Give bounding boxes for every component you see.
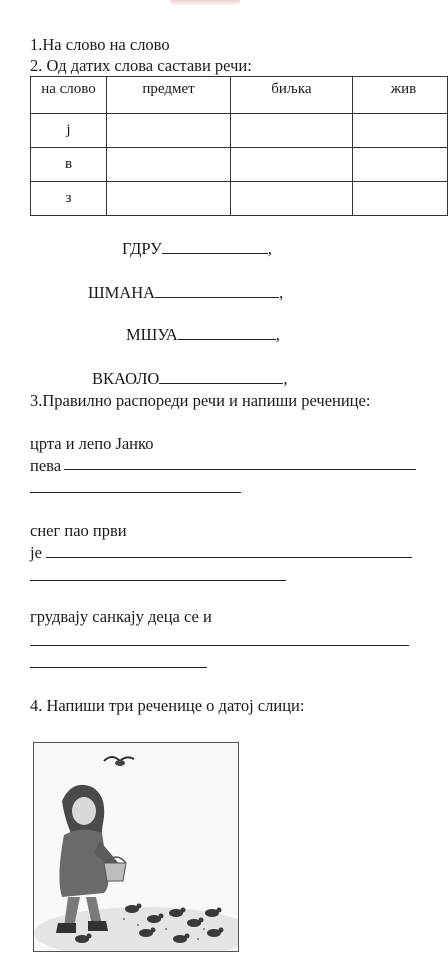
answer-cell[interactable] <box>231 182 353 216</box>
answer-cell[interactable] <box>352 182 447 216</box>
answer-line[interactable] <box>30 667 207 668</box>
word-table <box>30 76 448 216</box>
task3-title: 3.Правилно распореди речи и напиши реченице: <box>30 391 371 410</box>
sentence-words-tail: пева <box>30 456 62 475</box>
answer-cell[interactable] <box>231 114 353 148</box>
answer-cell[interactable] <box>352 148 447 182</box>
answer-cell[interactable] <box>107 114 231 148</box>
answer-line[interactable] <box>159 370 283 384</box>
scrambled-word: МШУА , <box>126 325 280 344</box>
table-row <box>31 182 448 216</box>
row-letter: з <box>31 182 107 216</box>
task2-title: 2. Од датих слова састави речи: <box>30 56 252 75</box>
answer-cell[interactable] <box>231 148 353 182</box>
scrambled-word: ГДРУ , <box>122 239 272 258</box>
sentence-words-tail: је <box>30 543 42 562</box>
answer-cell[interactable] <box>107 148 231 182</box>
answer-line[interactable] <box>30 645 409 646</box>
table-row <box>31 114 448 148</box>
table-header-row <box>31 77 448 114</box>
sentence-words: грудвају санкају деца се и <box>30 607 212 626</box>
answer-line[interactable] <box>178 326 276 340</box>
answer-line[interactable] <box>64 469 416 470</box>
header-cell-object: предмет <box>107 77 231 114</box>
answer-line[interactable] <box>30 492 241 493</box>
row-letter: ј <box>31 114 107 148</box>
answer-line[interactable] <box>30 580 286 581</box>
answer-line[interactable] <box>155 284 279 298</box>
header-cell-plant: биљка <box>231 77 353 114</box>
answer-line[interactable] <box>46 557 412 558</box>
header-cell-letter: на слово <box>31 77 107 114</box>
table-row <box>31 148 448 182</box>
header-cell-animal: жив <box>352 77 447 114</box>
scrambled-word: ШМАНА , <box>88 283 284 302</box>
illustration-svg <box>34 743 238 951</box>
answer-cell[interactable] <box>107 182 231 216</box>
sentence-words: снег пао први <box>30 521 127 540</box>
girl-feeding-birds-illustration <box>33 742 239 952</box>
top-edge-smudge <box>170 0 240 6</box>
scrambled-word: ВКАОЛО , <box>92 369 288 388</box>
sentence-words: црта и лепо Јанко <box>30 434 154 453</box>
answer-line[interactable] <box>162 240 268 254</box>
task4-title: 4. Напиши три реченице о датој слици: <box>30 696 305 715</box>
row-letter: в <box>31 148 107 182</box>
answer-cell[interactable] <box>352 114 447 148</box>
task1-title: 1.На слово на слово <box>30 35 170 54</box>
